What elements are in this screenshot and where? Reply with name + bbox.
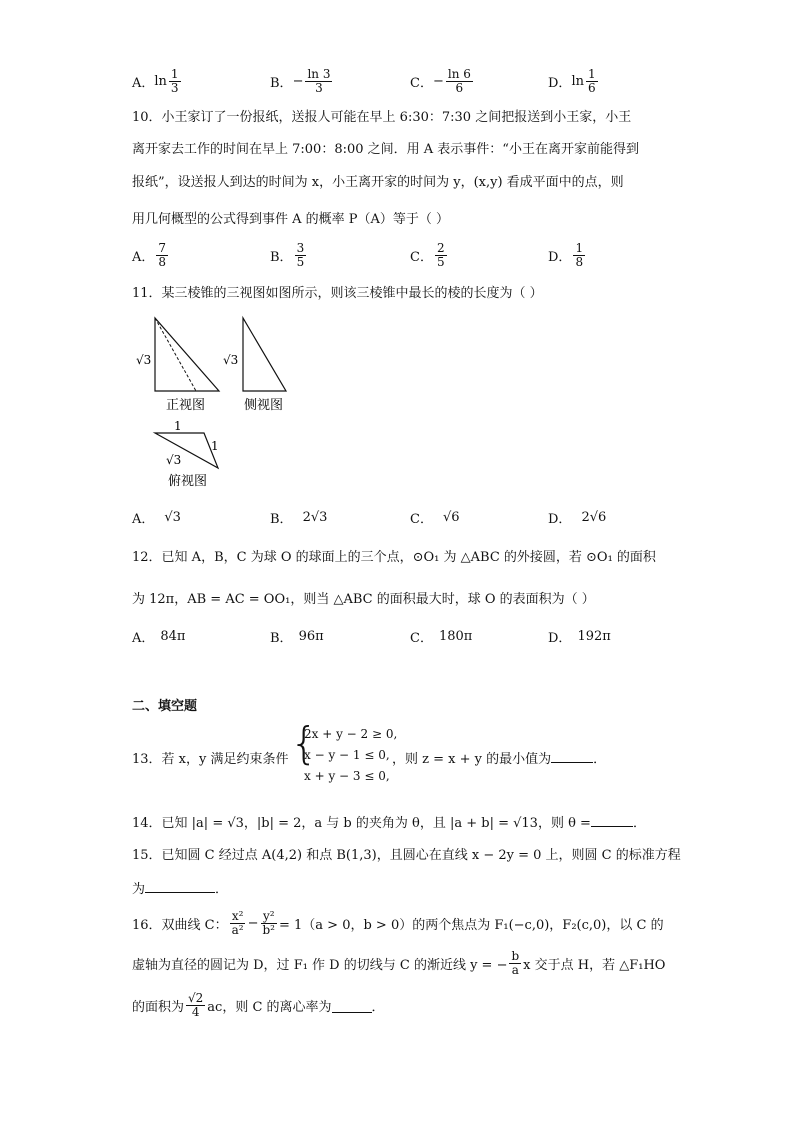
q16-line-2: 虚轴为直径的圆记为 D，过 F₁ 作 D 的切线与 C 的渐近线 y = − $\frac{b}{a}$ x 交于点 H，若 △F₁HO bbox=[132, 949, 666, 977]
q13-prefix: 13．若 x，y 满足约束条件 bbox=[132, 752, 289, 767]
q10-line-2: 离开家去工作的时间在早上 7:00：8:00 之间．用 A 表示事件：“小王在离开家前能得到 bbox=[132, 142, 639, 157]
q16-answer-blank[interactable] bbox=[332, 998, 372, 1013]
q10-option-d: D． $\frac{1}{8}$ bbox=[548, 241, 584, 269]
q9-option-d: D． ln $\frac{1}{6}$ bbox=[548, 67, 596, 95]
side-view bbox=[223, 318, 286, 413]
q12-line-2: 为 12π，AB = AC = OO₁，则当 △ABC 的面积最大时，球 O 的表面积为（ ） bbox=[132, 592, 595, 607]
q13-brace: { bbox=[290, 718, 318, 769]
q10-line-3: 报纸”，设送报人到达的时间为 x，小王离开家的时间为 y，(x,y) 看成平面中的点，则 bbox=[132, 175, 624, 190]
q11-option-d: D． 2√6 bbox=[548, 510, 607, 527]
q13-constraint-3: x + y − 3 ≤ 0, bbox=[304, 769, 390, 783]
side-view-label: 侧视图 bbox=[244, 398, 284, 413]
q12-option-c: C． 180π bbox=[410, 629, 473, 646]
q13-postfix: ，则 z = x + y 的最小值为 ． bbox=[392, 748, 606, 767]
q9-option-b: B． − $\frac{\ln 3}{3}$ bbox=[270, 67, 331, 95]
q11-option-c: C． √6 bbox=[410, 510, 460, 527]
front-height-label: √3 bbox=[136, 353, 152, 367]
top-edge-top-label: 1 bbox=[174, 419, 182, 433]
q10-line-4: 用几何概型的公式得到事件 A 的概率 P（A）等于（ ） bbox=[132, 212, 450, 227]
q10-option-b: B． $\frac{3}{5}$ bbox=[270, 241, 305, 269]
q15-line-2: 为 ． bbox=[132, 878, 228, 897]
q11-option-b: B． 2√3 bbox=[270, 510, 328, 527]
q9-option-a: A． ln $\frac{1}{3}$ bbox=[132, 67, 179, 95]
side-height-label: √3 bbox=[223, 353, 239, 367]
three-view-figure bbox=[128, 312, 298, 497]
q11-option-a: A． √3 bbox=[132, 510, 181, 527]
front-view bbox=[136, 318, 219, 413]
q16-line-1: 16．双曲线 C： $\frac{\text{x²}}{\text{a²}}$ − $\frac{\text{y²}}{\text{b²}}$ = 1（a > 0，b > 0）的两个焦点为 F₁(−c,0)，F₂(c,0)，以 C 的 bbox=[132, 909, 664, 937]
q12-option-a: A． 84π bbox=[132, 629, 186, 646]
q11-stem: 11．某三棱锥的三视图如图所示，则该三棱锥中最长的棱的长度为（ ） bbox=[132, 286, 543, 301]
top-edge-bottom-label: √3 bbox=[166, 453, 182, 467]
q12-line-1: 12．已知 A，B，C 为球 O 的球面上的三个点，⊙O₁ 为 △ABC 的外接圆，若 ⊙O₁ 的面积 bbox=[132, 550, 656, 565]
q16-line-3: 的面积为 $\frac{√2}{4}$ ac，则 C 的离心率为 ． bbox=[132, 991, 385, 1019]
q9-option-c: C． − $\frac{\ln 6}{6}$ bbox=[410, 67, 471, 95]
q14-line: 14．已知 |a| = √3，|b| = 2，a 与 b 的夹角为 θ，且 |a + b| = √13，则 θ = ． bbox=[132, 812, 646, 831]
q13-constraint-2: x − y − 1 ≤ 0, bbox=[304, 748, 390, 762]
q10-line-1: 10．小王家订了一份报纸，送报人可能在早上 6:30：7:30 之间把报送到小王家，小王 bbox=[132, 110, 632, 125]
q10-option-a: A． $\frac{7}{8}$ bbox=[132, 241, 167, 269]
q15-line-1: 15．已知圆 C 经过点 A(4,2) 和点 B(1,3)，且圆心在直线 x − 2y = 0 上，则圆 C 的标准方程 bbox=[132, 848, 681, 863]
q12-option-d: D． 192π bbox=[548, 629, 611, 646]
q12-option-b: B． 96π bbox=[270, 629, 324, 646]
q10-option-c: C． $\frac{2}{5}$ bbox=[410, 241, 445, 269]
top-edge-right-label: 1 bbox=[211, 439, 219, 453]
q14-answer-blank[interactable] bbox=[591, 812, 633, 827]
q13-constraint-1: 2x + y − 2 ≥ 0, bbox=[304, 727, 398, 741]
q13-answer-blank[interactable] bbox=[551, 748, 593, 763]
top-view-label: 俯视图 bbox=[168, 474, 208, 489]
q15-answer-blank[interactable] bbox=[145, 878, 215, 893]
front-view-label: 正视图 bbox=[166, 398, 206, 413]
section-heading-fill-in: 二、填空题 bbox=[132, 699, 198, 714]
top-view bbox=[155, 419, 219, 489]
